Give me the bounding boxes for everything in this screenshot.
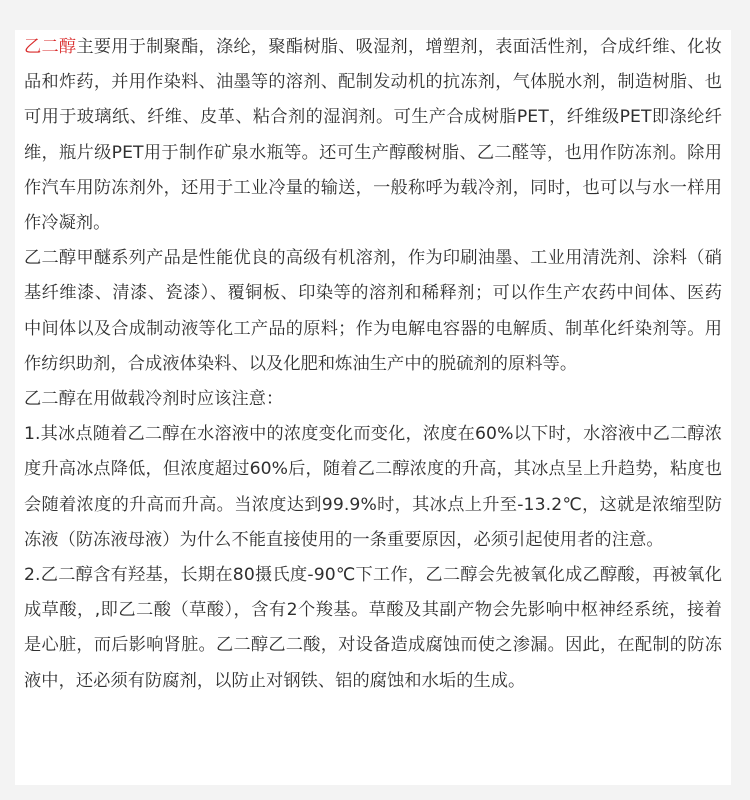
paragraph-ether-series: 乙二醇甲醚系列产品是性能优良的高级有机溶剂，作为印刷油墨、工业用清洗剂、涂料（硝基纤维漆、清漆、瓷漆）、覆铜板、印染等的溶剂和稀释剂；可以作生产农药中间体、医药中间体以及合成制动液等化工产品的原料；作为电解电容器的电解质、制革化纤染剂等。用作纺织助剂，合成液体染料、以及化肥和炼油生产中的脱硫剂的原料等。 <box>24 248 722 374</box>
paragraph-uses-text: 主要用于制聚酯，涤纶，聚酯树脂、吸湿剂，增塑剂，表面活性剂，合成纤维、化妆品和炸药，并用作染料、油墨等的溶剂、配制发动机的抗冻剂，气体脱水剂，制造树脂、也可用于玻璃纸、纤维、皮革、粘合剂的湿润剂。可生产合成树脂PET，纤维级PET即涤纶纤维，瓶片级PET用于制作矿泉水瓶等。还可生产醇酸树脂、乙二醛等，也用作防冻剂。除用作汽车用防冻剂外，还用于工业冷量的输送，一般称呼为载冷剂，同时，也可以与水一样用作冷凝剂。 <box>24 37 723 234</box>
paragraph-note-2: 2.乙二醇含有羟基，长期在80摄氏度-90℃下工作，乙二醇会先被氧化成乙醇酸，再被氧化成草酸，,即乙二酸（草酸），含有2个羧基。草酸及其副产物会先影响中枢神经系统，接着是心脏，而后影响肾脏。乙二醇乙二酸，对设备造成腐蚀而使之渗漏。因此，在配制的防冻液中，还必须有防腐剂，以防止对钢铁、铝的腐蚀和水垢的生成。 <box>24 565 722 691</box>
paragraph-uses <box>24 30 722 241</box>
highlighted-term: 乙二醇 <box>24 37 77 57</box>
paragraph-note-1: 1.其冰点随着乙二醇在水溶液中的浓度变化而变化，浓度在60%以下时，水溶液中乙二醇浓度升高冰点降低，但浓度超过60%后，随着乙二醇浓度的升高，其冰点呈上升趋势，粘度也会随着浓度的升高而升高。当浓度达到99.9%时，其冰点上升至-13.2℃，这就是浓缩型防冻液（防冻液母液）为什么不能直接使用的一条重要原因，必须引起使用者的注意。 <box>24 424 722 550</box>
document-page <box>15 30 731 785</box>
paragraph-coolant-note-heading: 乙二醇在用做载冷剂时应该注意： <box>24 389 284 410</box>
